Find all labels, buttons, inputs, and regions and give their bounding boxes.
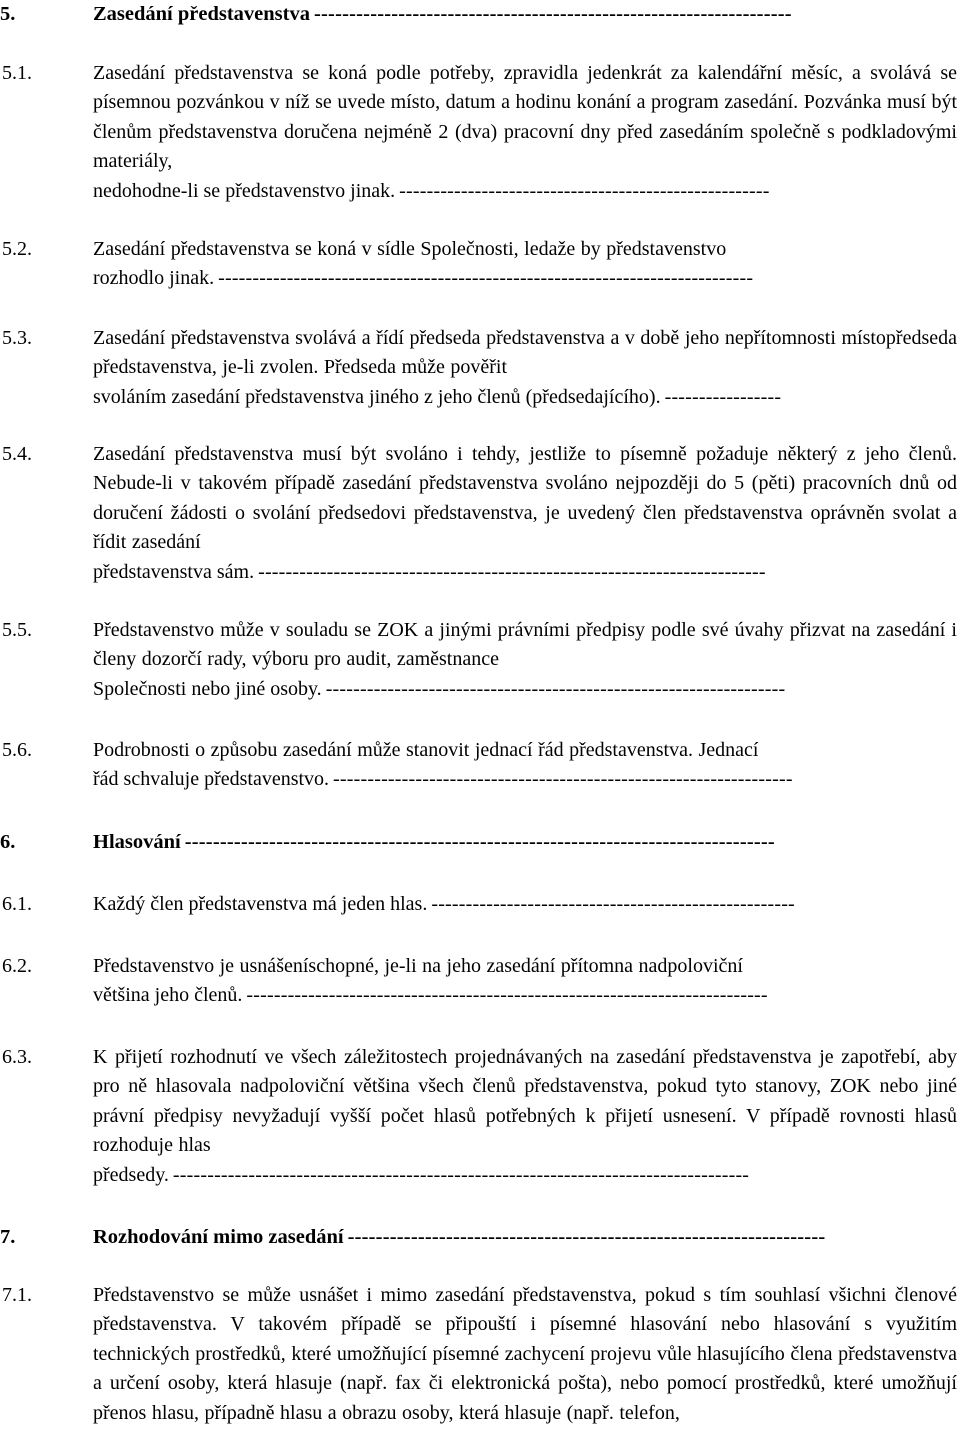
clause-number: 5.5.	[2, 619, 32, 641]
clause-number: 5.1.	[2, 62, 32, 84]
dash-filler: --------------------------------------------------------------------	[313, 3, 792, 25]
clause-body: Zasedání představenstva se koná v sídle Společnosti, ledaže by představenstvo	[93, 238, 727, 260]
dash-filler: ------------------------------------------------------------------------------------	[172, 1163, 750, 1186]
clause-number: 6.1.	[2, 893, 32, 915]
clause-body: Představenstvo se může usnášet i mimo zasedání představenstva, pokud s tím souhlasí všichni členové představenstva. V takovém případě se připouští i písemné hlasování nebo hlasování s využitím technických prostředků, které umožňující písemné zachycení projevu vůle hlasujícího člena představenstva a určení osoby, která hlasuje (např. fax či elektronická pošta), nebo pomocí prostředků, které umožňují přenos hlasu, případně hlasu a obrazu osoby, která hlasuje (např. telefon,	[93, 1284, 957, 1424]
clause-last-line: řád schvaluje představenstvo.	[93, 768, 330, 791]
clause-number: 6.3.	[2, 1046, 32, 1068]
clause-last-line: Každý člen představenstva má jeden hlas.	[93, 893, 428, 915]
clause-body: Zasedání představenstva musí být svoláno i tehdy, jestliže to písemně požaduje některý z jeho členů. Nebude-li v takovém případě zasedání představenstva svoláno nejpozději do 5 (pěti) pracovních dnů od doručení žádosti o svolání předsedovi představenstva, je uvedený člen představenstva oprávněn svolat a řídit zasedání	[93, 443, 957, 554]
clause-last-line: představenstva sám.	[93, 560, 255, 583]
clause-number: 5.3.	[2, 327, 32, 349]
clause-last-line: Společnosti nebo jiné osoby.	[93, 677, 322, 700]
dash-filler: -------------------------------------------------------------------	[325, 677, 786, 700]
dash-filler: -------------------------------------------------------------------	[333, 768, 793, 791]
dash-filler: -----------------------------------------------------	[431, 893, 795, 915]
section-number: 6.	[0, 831, 16, 853]
section-title: Hlasování	[93, 831, 181, 853]
clause-body: Podrobnosti o způsobu zasedání může stanovit jednací řád představenstva. Jednací	[93, 739, 759, 761]
clause-number: 5.6.	[2, 739, 32, 761]
clause-number: 5.4.	[2, 443, 32, 465]
clause-body: Zasedání představenstva svolává a řídí předseda představenstva a v době jeho nepřítomnosti místopředseda představenstva, je-li zvolen. Předseda může pověřit	[93, 327, 957, 379]
dash-filler: ------------------------------------------------------------------------------------	[184, 831, 775, 853]
clause-last-line: rozhodlo jinak.	[93, 267, 215, 290]
dash-filler: -----------------	[664, 385, 782, 408]
section-number: 7.	[0, 1226, 16, 1248]
clause-body: Představenstvo může v souladu se ZOK a jinými právními předpisy podle své úvahy přizvat na zasedání i členy dozorčí rady, výboru pro audit, zaměstnance	[93, 619, 957, 671]
clause-last-line: předsedy.	[93, 1163, 169, 1186]
clause-last-line: většina jeho členů.	[93, 984, 243, 1007]
clause-last-line: svoláním zasedání představenstva jiného z jeho členů (předsedajícího).	[93, 385, 661, 408]
dash-filler: ----------------------------------------------------------------------------	[246, 984, 768, 1007]
clause-number: 7.1.	[2, 1284, 32, 1306]
section-title: Zasedání představenstva	[93, 3, 310, 25]
clause-body: Představenstvo je usnášeníschopné, je-li na jeho zasedání přítomna nadpoloviční	[93, 955, 743, 977]
section-title: Rozhodování mimo zasedání	[93, 1226, 344, 1248]
dash-filler: --------------------------------------------------------------------------	[258, 560, 766, 583]
section-number: 5.	[0, 3, 16, 25]
dash-filler: ------------------------------------------------------------------------------	[218, 267, 754, 290]
clause-last-line: nedohodne-li se představenstvo jinak.	[93, 179, 396, 202]
clause-body: K přijetí rozhodnutí ve všech záležitostech projednávaných na zasedání představenstva je zapotřebí, aby pro ně hlasovala nadpoloviční většina všech členů představenstva, pokud tyto stanovy, ZOK nebo jiné právní předpisy nevyžadují vyšší počet hlasů potřebných k přijetí usnesení. V případě rovnosti hlasů rozhoduje hlas	[93, 1046, 957, 1157]
clause-number: 6.2.	[2, 955, 32, 977]
dash-filler: --------------------------------------------------------------------	[347, 1226, 826, 1248]
dash-filler: ------------------------------------------------------	[399, 179, 770, 202]
clause-number: 5.2.	[2, 238, 32, 260]
clause-body: Zasedání představenstva se koná podle potřeby, zpravidla jedenkrát za kalendářní měsíc, a svolává se písemnou pozvánkou v níž se uvede místo, datum a hodinu konání a program zasedání. Pozvánka musí být členům představenstva doručena nejméně 2 (dva) pracovní dny před zasedáním společně s podkladovými materiály,	[93, 62, 957, 173]
